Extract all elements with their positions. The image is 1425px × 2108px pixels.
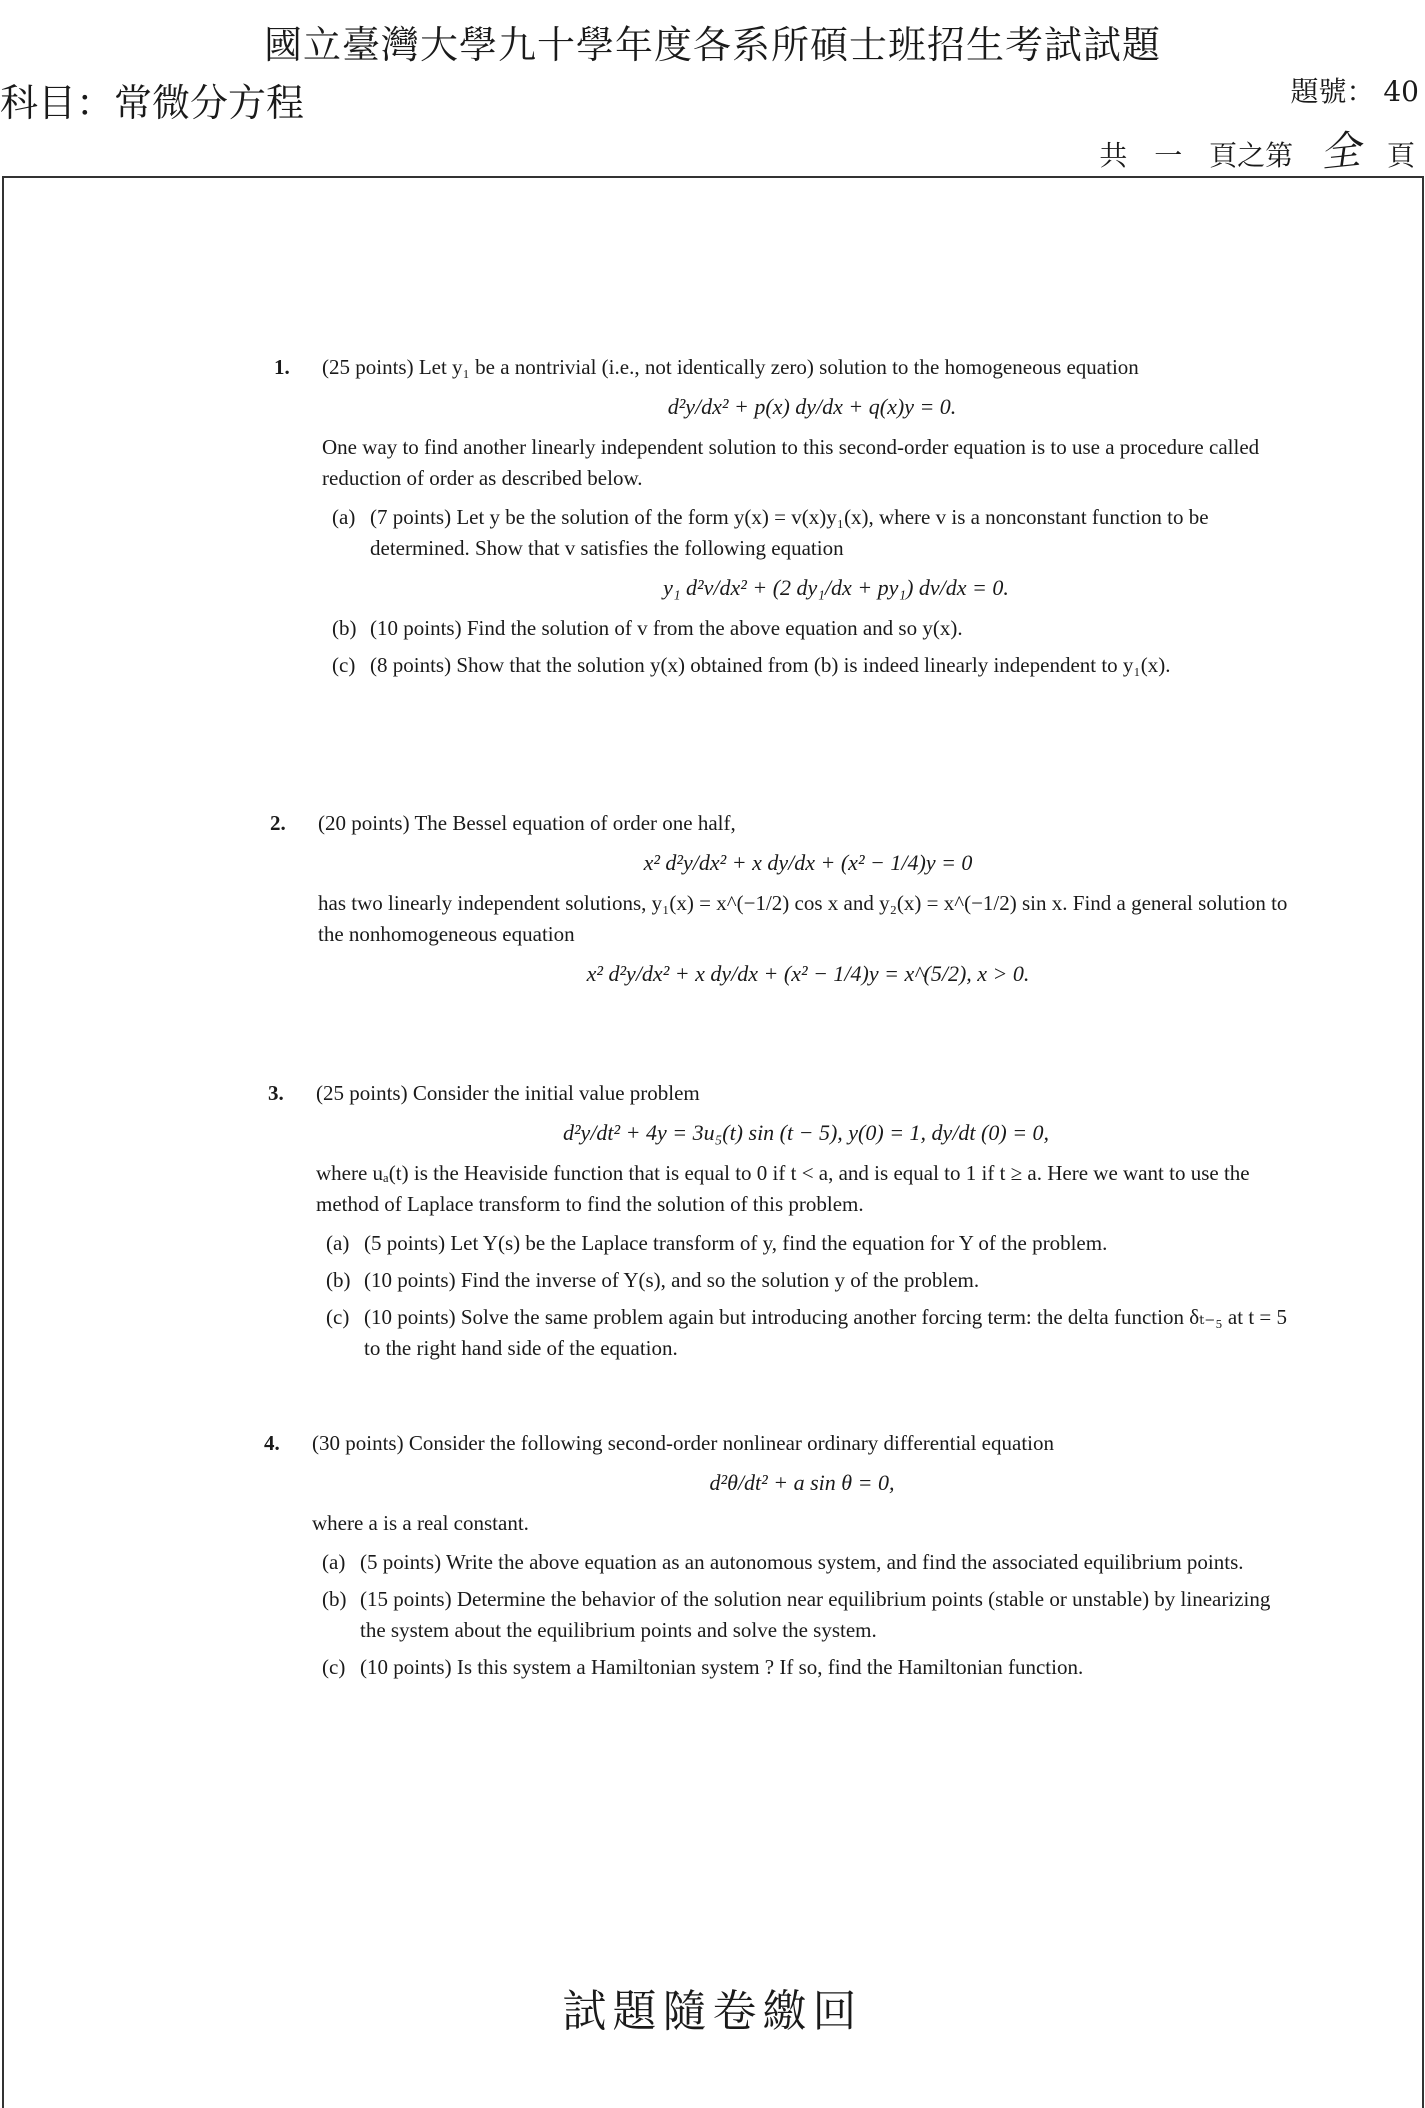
problem-intro: (25 points) Consider the initial value problem [316, 1081, 700, 1105]
problem-number: 1. [274, 355, 290, 379]
subject-label: 科目：常微分方程 [0, 81, 305, 125]
part-a [316, 1228, 1296, 1259]
page-count-handwritten: 全 [1318, 127, 1363, 177]
page-count-suffix: 頁 [1386, 139, 1415, 172]
part-c [312, 1652, 1292, 1683]
part-label: (b) [322, 1587, 347, 1611]
part-text: (5 points) Write the above equation as an autonomous system, and find the associated equilibrium points. [360, 1550, 1244, 1574]
part-text: (15 points) Determine the behavior of the solution near equilibrium points (stable or unstable) by linearizing the system about the equilibrium points and solve the system. [360, 1587, 1271, 1642]
part-text: (10 points) Find the inverse of Y(s), and so the solution y of the problem. [364, 1268, 980, 1292]
problem-3 [268, 1078, 1296, 1370]
problem-4 [264, 1428, 1292, 1689]
problem-number: 4. [264, 1431, 280, 1455]
part-label: (a) [332, 505, 356, 529]
part-label: (b) [332, 616, 357, 640]
problem-equation: d²y/dx² + p(x) dy/dx + q(x)y = 0. [667, 394, 957, 419]
page-count [1099, 120, 1415, 177]
part-label: (a) [322, 1550, 346, 1574]
part-text: (10 points) Find the solution of v from the above equation and so y(x). [370, 616, 963, 640]
problem-text: where a is a real constant. [312, 1511, 529, 1535]
part-b [316, 1265, 1296, 1296]
part-label: (b) [326, 1268, 351, 1292]
problem-equation: d²y/dt² + 4y = 3u₅(t) sin (t − 5), y(0) = 1, dy/dt (0) = 0, [562, 1120, 1050, 1145]
question-number [1290, 70, 1419, 110]
part-b [312, 1584, 1292, 1646]
problem-intro: (25 points) Let y₁ be a nontrivial (i.e., not identically zero) solution to the homogeneous equation [322, 355, 1139, 379]
part-label: (c) [326, 1305, 350, 1329]
problem-text: where uₐ(t) is the Heaviside function that is equal to 0 if t < a, and is equal to 1 if t ≥ a. Here we want to use the method of Laplace transform to find the solution of this problem. [316, 1161, 1250, 1216]
part-c [316, 1302, 1296, 1364]
part-c [322, 650, 1302, 681]
problem-2 [270, 808, 1298, 999]
exam-title: 國立臺灣大學九十學年度各系所碩士班招生考試試題 [263, 23, 1161, 67]
part-a [312, 1547, 1292, 1578]
problem-equation-2: x² d²y/dx² + x dy/dx + (x² − 1/4)y = x^(5/2), x > 0. [586, 961, 1030, 986]
problem-1 [274, 352, 1302, 687]
part-text: (7 points) Let y be the solution of the form y(x) = v(x)y₁(x), where v is a nonconstant function to be determined. Show that v satisfies the following equation [370, 505, 1209, 560]
problem-equation: x² d²y/dx² + x dy/dx + (x² − 1/4)y = 0 [643, 850, 973, 875]
part-label: (a) [326, 1231, 350, 1255]
return-notice: 試題隨卷繳回 [562, 1986, 863, 2037]
problem-equation: d²θ/dt² + a sin θ = 0, [709, 1470, 895, 1495]
question-number-label: 題號： [1290, 75, 1375, 108]
problem-text: One way to find another linearly independent solution to this second-order equation is to use a procedure called reduction of order as described below. [322, 435, 1260, 490]
problem-intro: (30 points) Consider the following second-order nonlinear ordinary differential equation [312, 1431, 1054, 1455]
part-label: (c) [332, 653, 356, 677]
problem-intro: (20 points) The Bessel equation of order one half, [318, 811, 736, 835]
problem-number: 2. [270, 811, 286, 835]
part-label: (c) [322, 1655, 346, 1679]
problem-number: 3. [268, 1081, 284, 1105]
part-text: (10 points) Solve the same problem again but introducing another forcing term: the delta function δₜ₋₅ at t = 5 to the right hand side of the equation. [364, 1305, 1288, 1360]
part-text: (8 points) Show that the solution y(x) obtained from (b) is indeed linearly independent to y₁(x). [370, 653, 1171, 677]
question-number-value: 40 [1383, 75, 1419, 108]
part-equation: y₁ d²v/dx² + (2 dy₁/dx + py₁) dv/dx = 0. [663, 575, 1009, 600]
part-text: (10 points) Is this system a Hamiltonian system ? If so, find the Hamiltonian function. [360, 1655, 1084, 1679]
page-count-prefix: 共 一 頁之第 [1099, 139, 1294, 172]
problem-text: has two linearly independent solutions, y₁(x) = x^(−1/2) cos x and y₂(x) = x^(−1/2) sin x. Find a general solution to the nonhomogeneous equation [318, 891, 1288, 946]
part-text: (5 points) Let Y(s) be the Laplace transform of y, find the equation for Y of the problem. [364, 1231, 1108, 1255]
part-b [322, 613, 1302, 644]
part-a [322, 502, 1302, 603]
